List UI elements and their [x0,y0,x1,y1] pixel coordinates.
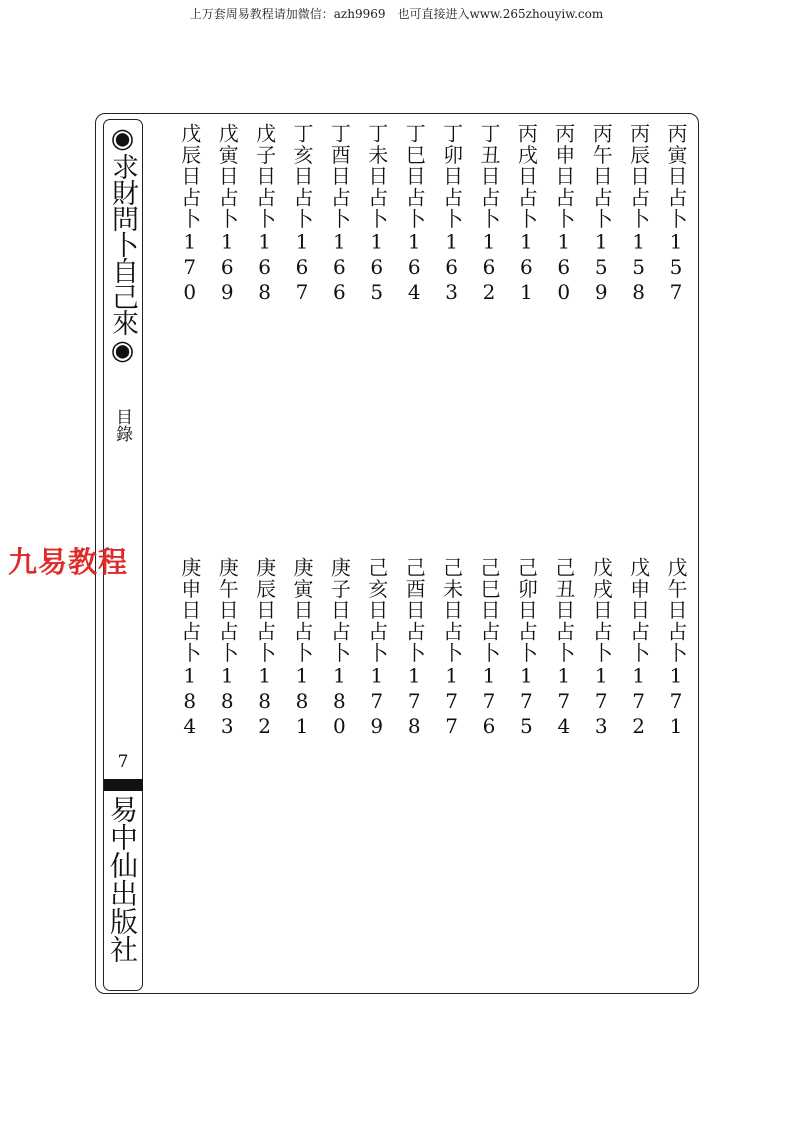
toc-entry: 戊午日占卜171 [664,557,688,740]
toc-entry: 己卯日占卜175 [514,557,539,740]
toc-entry: 戊子日占卜168 [252,123,277,306]
spine-divider-bar [104,779,143,791]
toc-entry: 丙辰日占卜158 [626,123,651,306]
toc-entry: 丁未日占卜165 [364,123,389,306]
toc-entry: 丁酉日占卜166 [327,123,352,306]
toc-entry: 庚寅日占卜181 [290,557,314,740]
toc-entry: 丁巳日占卜164 [402,123,427,306]
toc-entry: 丙戌日占卜161 [514,123,539,306]
toc-entry: 己酉日占卜178 [402,557,427,740]
toc-entry: 丙午日占卜159 [589,123,614,306]
toc-entry: 戊寅日占卜169 [215,123,240,306]
toc-entry: 丁亥日占卜167 [290,123,314,306]
toc-entry: 丙寅日占卜157 [664,123,688,306]
toc-entry: 庚辰日占卜182 [252,557,277,740]
toc-entry: 己亥日占卜179 [364,557,389,740]
toc-entry: 丁丑日占卜162 [477,123,501,306]
section-subtitle: 目錄 [112,408,132,442]
toc-entry: 戊辰日占卜170 [177,123,202,306]
toc-entry: 丙申日占卜160 [551,123,576,306]
toc-entry: 己丑日占卜174 [551,557,576,740]
toc-entry: 己未日占卜177 [439,557,464,740]
publisher-name: 易中仙出版社 [106,795,139,963]
toc-entry: 戊申日占卜172 [626,557,651,740]
toc-entry: 丁卯日占卜163 [439,123,464,306]
book-title: ◉求財問卜自己來◉ [107,123,138,365]
toc-entry: 戊戌日占卜173 [589,557,614,740]
page-number: 7 [117,752,129,772]
header-note: 上万套周易教程请加微信：azh9969 也可直接进入www.265zhouyiw.com [189,7,604,21]
toc-entry: 庚申日占卜184 [177,557,202,740]
toc-entry: 庚子日占卜180 [327,557,352,740]
toc-entry: 庚午日占卜183 [215,557,240,740]
toc-entry: 己巳日占卜176 [477,557,501,740]
watermark-logo: 九易教程 [8,545,129,579]
